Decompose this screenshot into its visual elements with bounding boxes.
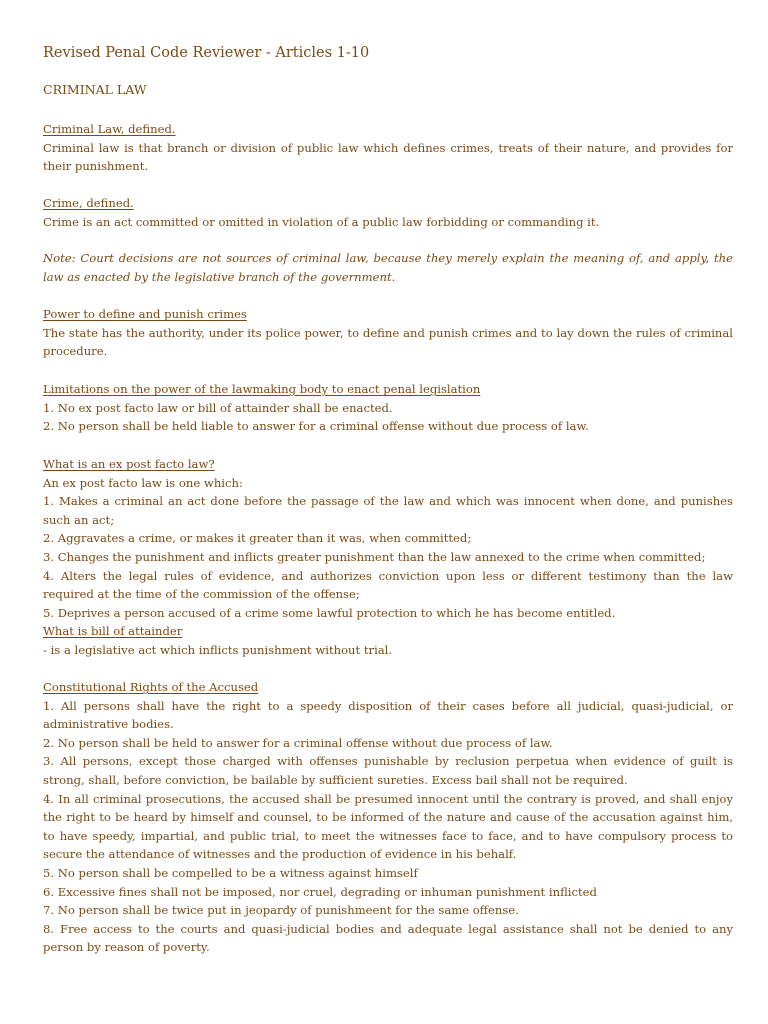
limitations-item: 2. No person shall be held liable to answer for a criminal offense without due process of law.	[43, 419, 589, 434]
note-text: Note: Court decisions are not sources of criminal law, because they merely explain the meaning of, and apply, the law as enacted by the legislative branch of the government.	[43, 251, 733, 284]
rights-item: 1. All persons shall have the right to a speedy disposition of their cases before all judicial, quasi-judicial, or administrative bodies.	[43, 698, 733, 732]
rights-item: 3. All persons, except those charged with offenses punishable by reclusion perpetua when evidence of guilt is strong, shall, before conviction, be bailable by sufficient sureties. Excess bail shall not be required.	[43, 754, 733, 787]
rights-item: 5. No person shall be compelled to be a witness against himself	[43, 865, 418, 880]
attainder-heading: What is bill of attainder	[43, 624, 183, 638]
section-heading: CRIMINAL LAW	[43, 82, 147, 97]
limitations-heading: Limitations on the power of the lawmaking body to enact penal legislation	[43, 382, 481, 396]
criminal-law-section	[43, 120, 733, 176]
limitations-item: 1. No ex post facto law or bill of attainder shall be enacted.	[43, 400, 393, 415]
rights-item: 6. Excessive fines shall not be imposed, nor cruel, degrading or inhuman punishment inflicted	[43, 884, 597, 899]
note-section	[43, 249, 733, 286]
power-text: The state has the authority, under its police power, to define and punish crimes and to lay down the rules of criminal procedure.	[43, 325, 733, 359]
ex-post-facto-item: 2. Aggravates a crime, or makes it greater than it was, when committed;	[43, 531, 472, 546]
rights-item: 4. In all criminal prosecutions, the accused shall be presumed innocent until the contrary is proved, and shall enjoy the right to be heard by himself and counsel, to be informed of the nature and cause of the accusation against him, to have speedy, impartial, and public trial, to meet the witnesses face to face, and to have compulsory process to secure the attendance of witnesses and the production of evidence in his behalf.	[43, 791, 733, 862]
criminal-law-heading: Criminal Law, defined.	[43, 122, 176, 136]
ex-post-facto-heading: What is an ex post facto law?	[43, 457, 215, 471]
crime-heading: Crime, defined.	[43, 196, 134, 210]
crime-text: Crime is an act committed or omitted in violation of a public law forbidding or commanding it.	[43, 214, 600, 229]
rights-item: 7. No person shall be twice put in jeopardy of punishmeent for the same offense.	[43, 903, 519, 918]
criminal-law-text: Criminal law is that branch or division of public law which defines crimes, treats of their nature, and provides for their punishment.	[43, 140, 733, 174]
ex-post-facto-item: 3. Changes the punishment and inflicts greater punishment than the law annexed to the crime when committed;	[43, 549, 706, 564]
limitations-section	[43, 380, 733, 436]
rights-section	[43, 678, 733, 957]
power-heading: Power to define and punish crimes	[43, 307, 247, 321]
attainder-section	[43, 622, 733, 659]
attainder-text: - is a legislative act which inflicts punishment without trial.	[43, 642, 393, 657]
crime-section	[43, 194, 733, 231]
rights-item: 2. No person shall be held to answer for a criminal offense without due process of law.	[43, 735, 553, 750]
ex-post-facto-item: 5. Deprives a person accused of a crime some lawful protection to which he has become entitled.	[43, 605, 616, 620]
ex-post-facto-item: 4. Alters the legal rules of evidence, and authorizes conviction upon less or different testimony than the law required at the time of the commission of the offense;	[43, 568, 733, 602]
document-title: Revised Penal Code Reviewer - Articles 1-10	[43, 45, 370, 61]
rights-item: 8. Free access to the courts and quasi-judicial bodies and adequate legal assistance shall not be denied to any person by reason of poverty.	[43, 921, 733, 955]
power-section	[43, 305, 733, 361]
ex-post-facto-intro: An ex post facto law is one which:	[43, 475, 243, 490]
ex-post-facto-section	[43, 455, 733, 622]
rights-heading: Constitutional Rights of the Accused	[43, 680, 259, 694]
ex-post-facto-item: 1. Makes a criminal an act done before the passage of the law and which was innocent when done, and punishes such an act;	[43, 494, 733, 527]
